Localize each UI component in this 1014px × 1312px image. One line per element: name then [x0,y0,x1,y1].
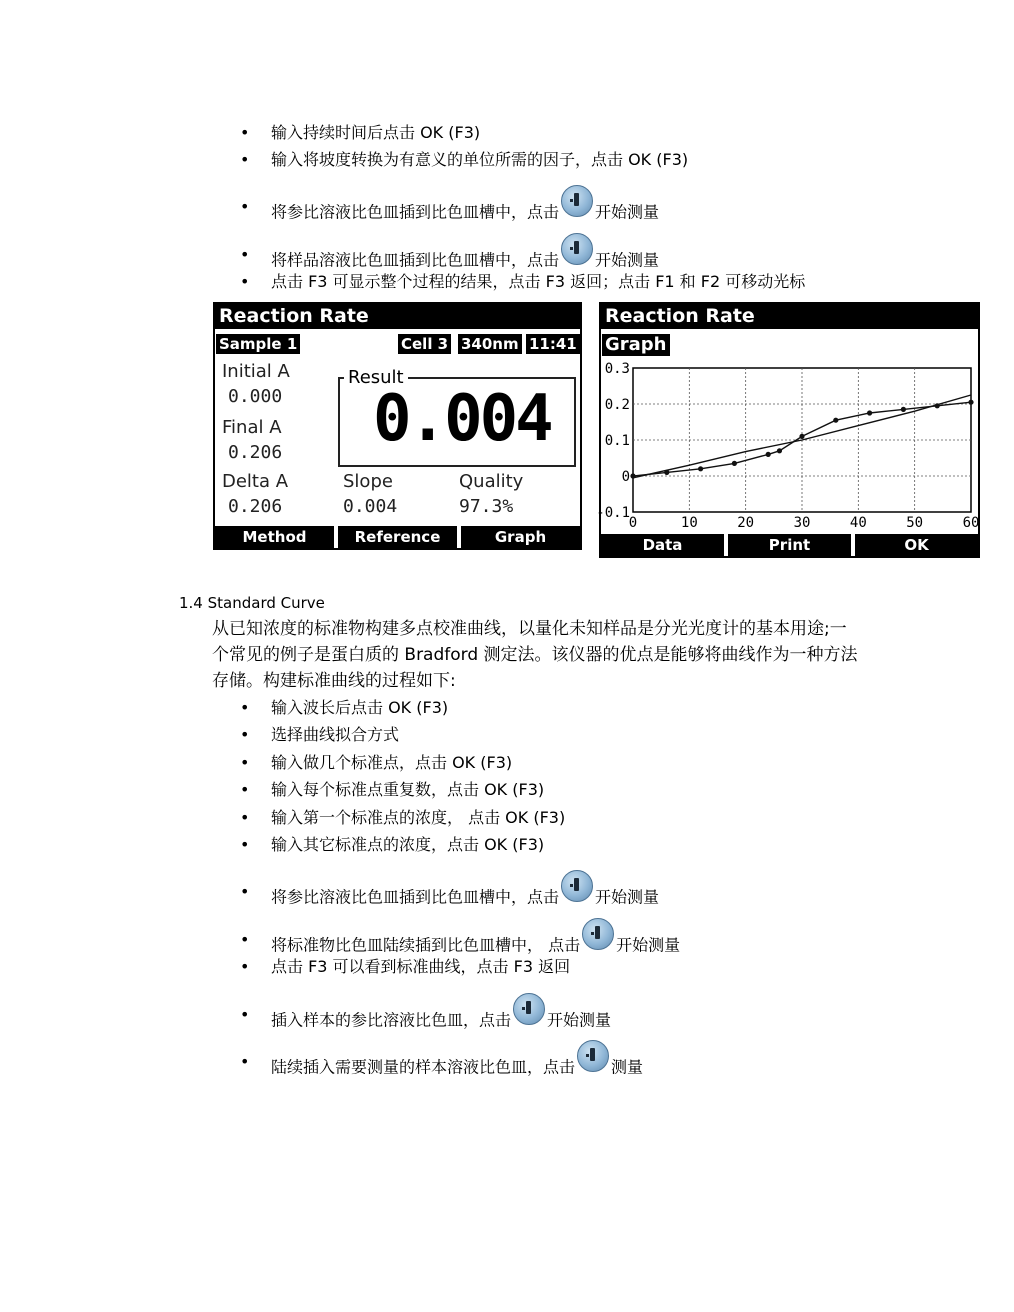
wavelength-badge: 340nm [458,334,522,354]
graph-badge: Graph [602,334,670,356]
data-point [833,418,838,423]
slope-label: Slope [343,471,393,492]
ok-softkey[interactable]: OK [855,534,978,556]
time-badge: 11:41 [526,334,580,354]
data-point [766,452,771,457]
quality-label: Quality [459,471,524,492]
measure-icon [561,870,593,902]
sample-badge: Sample 1 [216,334,300,354]
paragraph-line: 存储。构建标准曲线的过程如下: [212,671,456,691]
x-tick-label: 40 [849,515,867,531]
cell-badge: Cell 3 [398,334,451,354]
final-a-label: Final A [222,417,282,438]
result-label: Result [344,367,408,388]
measure-icon [577,1040,609,1072]
quality-value: 97.3% [459,496,514,517]
result-value: 0.004 [373,382,551,456]
x-tick-label: 60 [962,515,980,531]
x-tick-label: 20 [737,515,755,531]
reference-softkey[interactable]: Reference [338,526,457,548]
y-tick-label: 0.2 [604,397,630,413]
data-point [698,466,703,471]
x-tick-label: 10 [680,515,698,531]
y-tick-label: 0.3 [604,361,630,377]
paragraph-line: 个常见的例子是蛋白质的 Bradford 测定法。该仪器的优点是能够将曲线作为一种方法 [212,645,858,665]
screen-title: Reaction Rate [215,304,580,329]
y-tick-label: 0 [621,469,630,485]
final-a-value: 0.206 [228,442,283,463]
data-point [968,400,973,405]
method-softkey[interactable]: Method [215,526,334,548]
softkey-bar [215,526,580,548]
delta-a-label: Delta A [222,471,289,492]
x-tick-label: 50 [906,515,924,531]
screen-title: Reaction Rate [601,304,978,329]
section-heading: 1.4 Standard Curve [179,594,325,612]
softkey-bar [601,534,978,556]
initial-a-label: Initial A [222,361,290,382]
y-tick-label: -0.1 [596,505,630,521]
graph-softkey[interactable]: Graph [461,526,580,548]
delta-a-value: 0.206 [228,496,283,517]
measure-icon [513,993,545,1025]
data-point [777,448,782,453]
x-tick-label: 30 [793,515,811,531]
data-softkey[interactable]: Data [601,534,724,556]
initial-a-value: 0.000 [228,386,283,407]
data-point [799,434,804,439]
x-tick-label: 0 [628,515,638,531]
reaction-rate-chart [596,360,980,536]
data-point [867,410,872,415]
data-point [732,461,737,466]
reaction-rate-result-screen [213,302,582,550]
measure-icon [561,233,593,265]
data-point [901,407,906,412]
print-softkey[interactable]: Print [728,534,851,556]
y-tick-label: 0.1 [604,433,630,449]
paragraph-line: 从已知浓度的标准物构建多点校准曲线，以量化未知样品是分光光度计的基本用途;一 [212,619,847,639]
reaction-rate-graph-screen [596,302,980,558]
slope-value: 0.004 [343,496,398,517]
measure-icon [582,918,614,950]
measure-icon [561,185,593,217]
